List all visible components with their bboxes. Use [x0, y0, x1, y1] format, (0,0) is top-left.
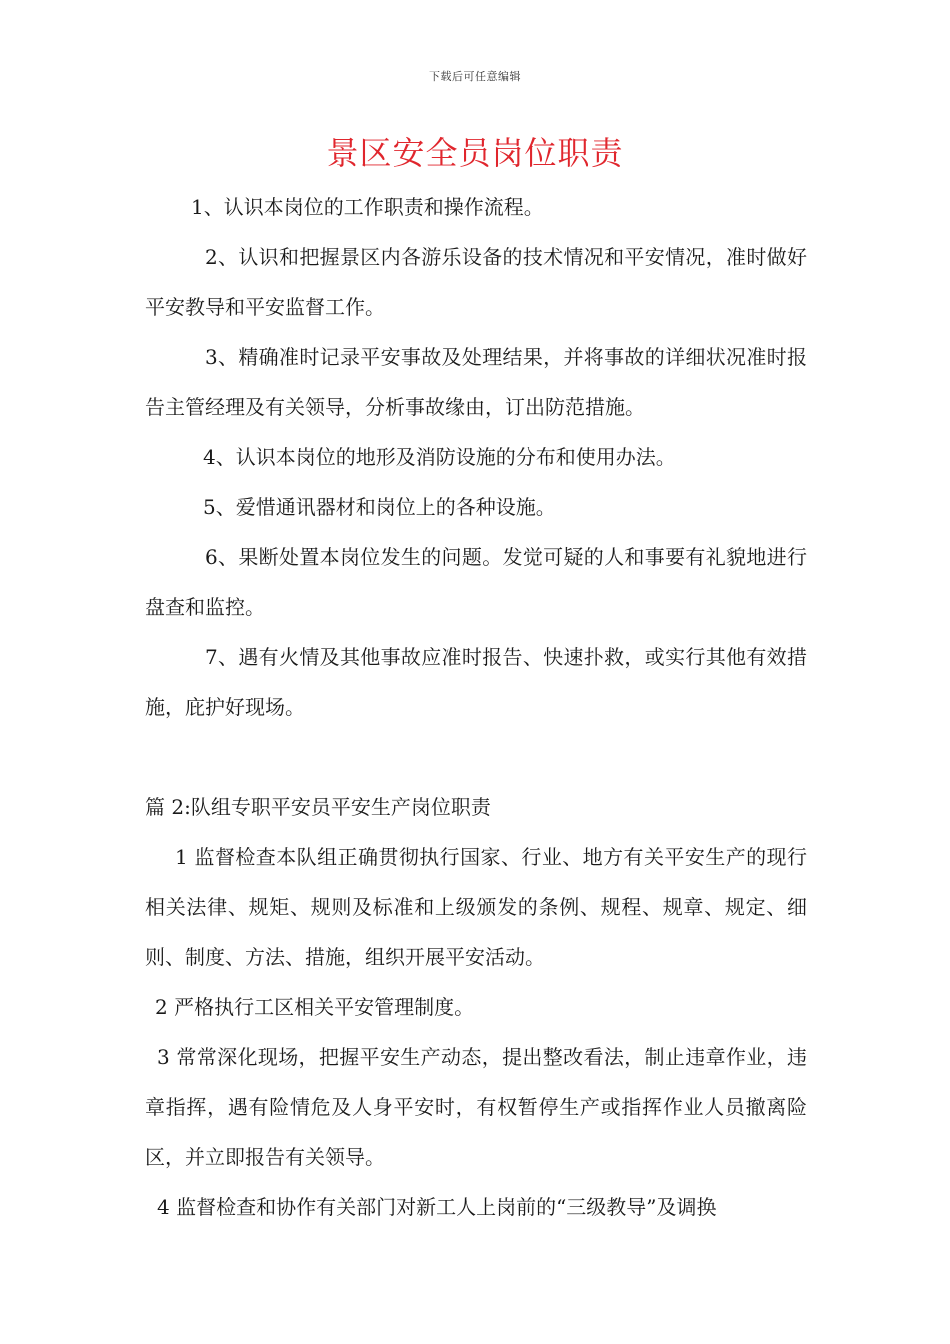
section2-heading: 篇 2:队组专职平安员平安生产岗位职责: [145, 795, 491, 819]
duty-item-7: 7、遇有火情及其他事故应准时报告、快速扑救，或实行其他有效措施，庇护好现场。: [145, 645, 807, 719]
duty-item-3: 3、精确准时记录平安事故及处理结果，并将事故的详细状况准时报告主管经理及有关领导，分析事故缘由，订出防范措施。: [145, 345, 807, 419]
section2-item-1: 1 监督检查本队组正确贯彻执行国家、行业、地方有关平安生产的现行相关法律、规矩、规则及标准和上级颁发的条例、规程、规章、规定、细则、制度、方法、措施，组织开展平安活动。: [145, 845, 807, 969]
duty-item-5: 5、爱惜通讯器材和岗位上的各种设施。: [203, 495, 556, 519]
section2-item-4: 4 监督检查和协作有关部门对新工人上岗前的“三级教导”及调换: [157, 1195, 717, 1219]
duty-item-2: 2、认识和把握景区内各游乐设备的技术情况和平安情况，准时做好平安教导和平安监督工作。: [145, 245, 807, 319]
header-note: 下载后可任意编辑: [429, 70, 521, 83]
document-body: [145, 182, 807, 1232]
document-title: 景区安全员岗位职责: [326, 134, 624, 172]
duty-item-1: 1、认识本岗位的工作职责和操作流程。: [191, 195, 544, 219]
duty-item-6: 6、果断处置本岗位发生的问题。发觉可疑的人和事要有礼貌地进行盘查和监控。: [145, 545, 807, 619]
section-gap: [145, 732, 807, 782]
duty-item-4: 4、认识本岗位的地形及消防设施的分布和使用办法。: [203, 445, 676, 469]
section2-item-2: 2 严格执行工区相关平安管理制度。: [155, 995, 475, 1019]
section2-item-3: 3 常常深化现场，把握平安生产动态，提出整改看法，制止违章作业，违章指挥，遇有险情危及人身平安时，有权暂停生产或指挥作业人员撤离险区，并立即报告有关领导。: [145, 1045, 807, 1169]
